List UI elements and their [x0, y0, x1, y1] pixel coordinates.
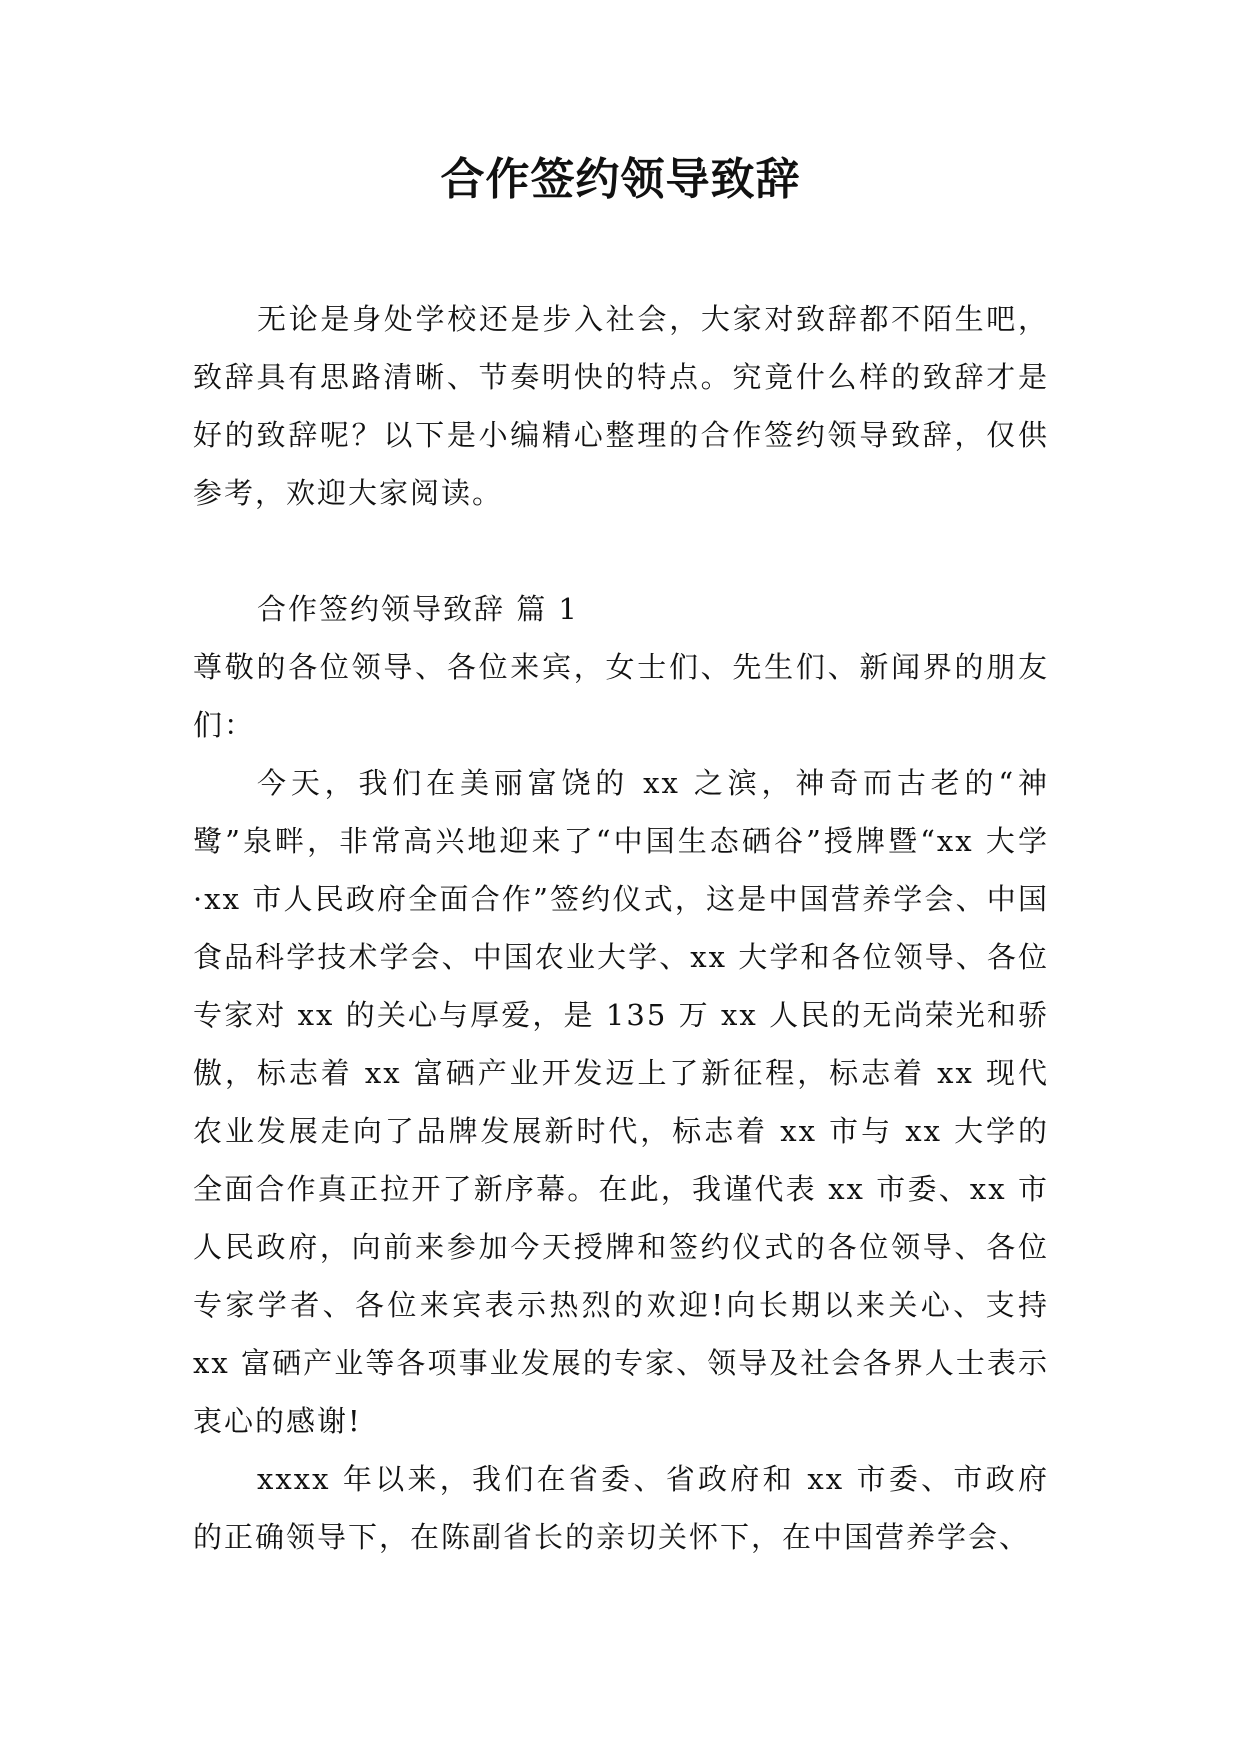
intro-paragraph: 无论是身处学校还是步入社会，大家对致辞都不陌生吧，致辞具有思路清晰、节奏明快的特点。究竟什么样的致辞才是好的致辞呢？以下是小编精心整理的合作签约领导致辞，仅供参考，欢迎大家阅读。	[193, 302, 1049, 510]
body-paragraph: 今天，我们在美丽富饶的 xx 之滨，神奇而古老的“神鹭”泉畔，非常高兴地迎来了“中国生态硒谷”授牌暨“xx 大学·xx 市人民政府全面合作”签约仪式，这是中国营养学会、中国食品科学技术学会、中国农业大学、xx 大学和各位领导、各位专家对 xx 的关心与厚爱，是 135 万 xx 人民的无尚荣光和骄傲，标志着 xx 富硒产业开发迈上了新征程，标志着 xx 现代农业发展走向了品牌发展新时代，标志着 xx 市与 xx 大学的全面合作真正拉开了新序幕。在此，我谨代表 xx 市委、xx 市人民政府，向前来参加今天授牌和签约仪式的各位领导、各位专家学者、各位来宾表示热烈的欢迎!向长期以来关心、支持 xx 富硒产业等各项事业发展的专家、领导及社会各界人士表示衷心的感谢!	[193, 766, 1049, 1438]
document-title: 合作签约领导致辞	[440, 154, 801, 205]
body-paragraph: xxxx 年以来，我们在省委、省政府和 xx 市委、市政府的正确领导下，在陈副省长的亲切关怀下，在中国营养学会、	[193, 1462, 1049, 1554]
section-heading: 合作签约领导致辞 篇 1	[257, 592, 579, 626]
speech-body	[193, 638, 1049, 1566]
salutation-paragraph: 尊敬的各位领导、各位来宾，女士们、先生们、新闻界的朋友们：	[193, 650, 1049, 742]
